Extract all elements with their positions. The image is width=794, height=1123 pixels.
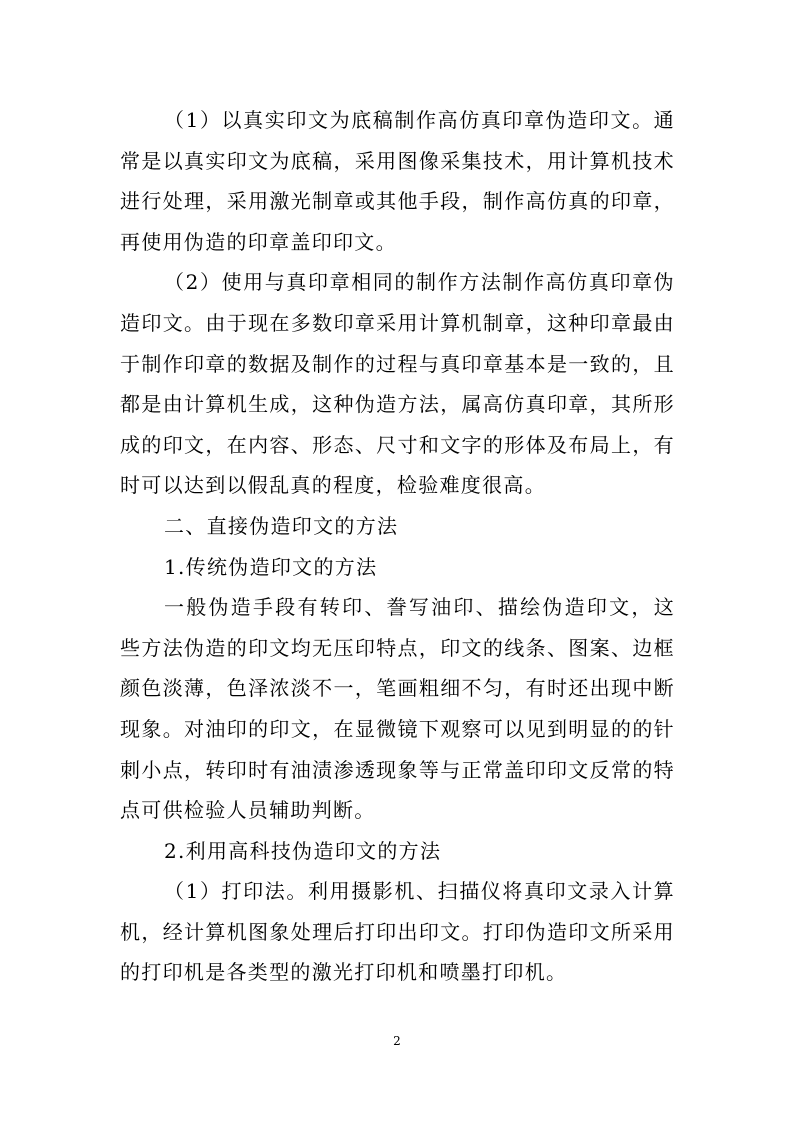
paragraph-1: （1）以真实印文为底稿制作高仿真印章伪造印文。通常是以真实印文为底稿，采用图像采集技术，用计算机技术进行处理，采用激光制章或其他手段，制作高仿真的印章，再使用伪造的印章盖印印文。 bbox=[120, 108, 675, 254]
subheading-high-tech-methods: 2.利用高科技伪造印文的方法 bbox=[164, 838, 442, 863]
paragraph-2: （2）使用与真印章相同的制作方法制作高仿真印章伪造印文。由于现在多数印章采用计算机制章，这种印章最由于制作印章的数据及制作的过程与真印章基本是一致的，且都是由计算机生成，这种伪造方法，属高仿真印章，其所形成的印文，在内容、形态、尺寸和文字的形体及布局上，有时可以达到以假乱真的程度，检验难度很高。 bbox=[120, 270, 675, 498]
document-body bbox=[120, 100, 675, 993]
paragraph-3: 一般伪造手段有转印、誊写油印、描绘伪造印文，这些方法伪造的印文均无压印特点，印文的线条、图案、边框颜色淡薄，色泽浓淡不一，笔画粗细不匀，有时还出现中断现象。对油印的印文，在显微镜下观察可以见到明显的的针刺小点，转印时有油渍渗透现象等与正常盖印印文反常的特点可供检验人员辅助判断。 bbox=[120, 595, 675, 823]
subheading-traditional-methods: 1.传统伪造印文的方法 bbox=[164, 554, 378, 579]
paragraph-4: （1）打印法。利用摄影机、扫描仪将真印文录入计算机，经计算机图象处理后打印出印文。打印伪造印文所采用的打印机是各类型的激光打印机和喷墨打印机。 bbox=[120, 879, 675, 985]
section-heading-direct-forgery: 二、直接伪造印文的方法 bbox=[164, 513, 399, 538]
page-number: 2 bbox=[393, 1034, 401, 1048]
